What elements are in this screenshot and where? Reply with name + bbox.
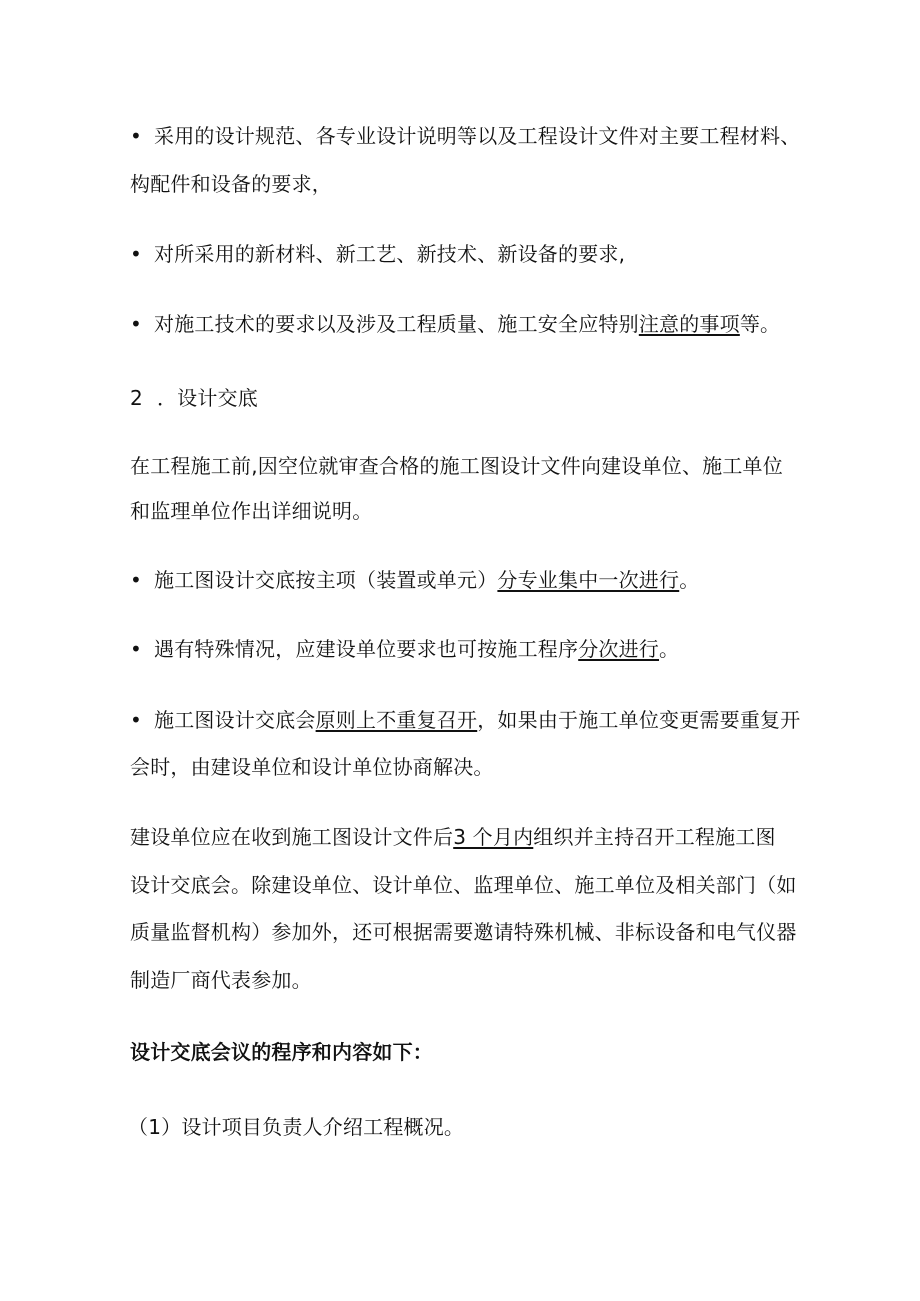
bullet-item-3: • 对施工技术的要求以及涉及工程质量、施工安全应特别注意的事项等。 (130, 312, 781, 336)
bullet-item-4: • 施工图设计交底按主项（装置或单元）分专业集中一次进行。 (130, 568, 700, 592)
bullet-item-6-line-1: • 施工图设计交底会原则上不重复召开，如果由于施工单位变更需要重复开 (130, 708, 801, 732)
section-heading-2: 2 ．设计交底 (130, 386, 258, 410)
bullet-item-6-line-2: 会时，由建设单位和设计单位协商解决。 (130, 755, 494, 779)
underlined-text: 分专业集中一次进行 (497, 568, 680, 592)
paragraph-1-line-1: 在工程施工前,因空位就审查合格的施工图设计文件向建设单位、施工单位 (130, 454, 783, 478)
bullet-marker: • (130, 312, 142, 336)
bullet-marker: • (130, 568, 142, 592)
bold-heading: 设计交底会议的程序和内容如下： (130, 1040, 433, 1064)
paragraph-2-line-3: 质量监督机构）参加外，还可根据需要邀请特殊机械、非标设备和电气仪器 (130, 920, 797, 944)
bullet-marker: • (130, 242, 142, 266)
bullet-marker: • (130, 708, 142, 732)
bullet-marker: • (130, 637, 142, 661)
paragraph-2-line-1: 建设单位应在收到施工图设计文件后3 个月内组织并主持召开工程施工图 (130, 825, 776, 849)
bullet-item-5: • 遇有特殊情况，应建设单位要求也可按施工程序分次进行。 (130, 637, 680, 661)
underlined-text: 3 个月内 (453, 825, 534, 849)
underlined-text: 注意的事项 (638, 312, 740, 336)
bullet-item-1-line-1: • 采用的设计规范、各专业设计说明等以及工程设计文件对主要工程材料、 (130, 124, 801, 148)
underlined-text: 分次进行 (578, 637, 660, 661)
paragraph-2-line-2: 设计交底会。除建设单位、设计单位、监理单位、施工单位及相关部门（如 (130, 873, 797, 897)
paragraph-1-line-2: 和监理单位作出详细说明。 (130, 499, 373, 523)
underlined-text: 原则上不重复召开 (315, 708, 478, 732)
step-1: （1）设计项目负责人介绍工程概况。 (128, 1115, 465, 1139)
bullet-item-2: • 对所采用的新材料、新工艺、新技术、新设备的要求, (130, 242, 626, 266)
paragraph-2-line-4: 制造厂商代表参加。 (130, 968, 312, 992)
bullet-marker: • (130, 124, 142, 148)
bullet-item-1-line-2: 构配件和设备的要求， (130, 172, 332, 196)
